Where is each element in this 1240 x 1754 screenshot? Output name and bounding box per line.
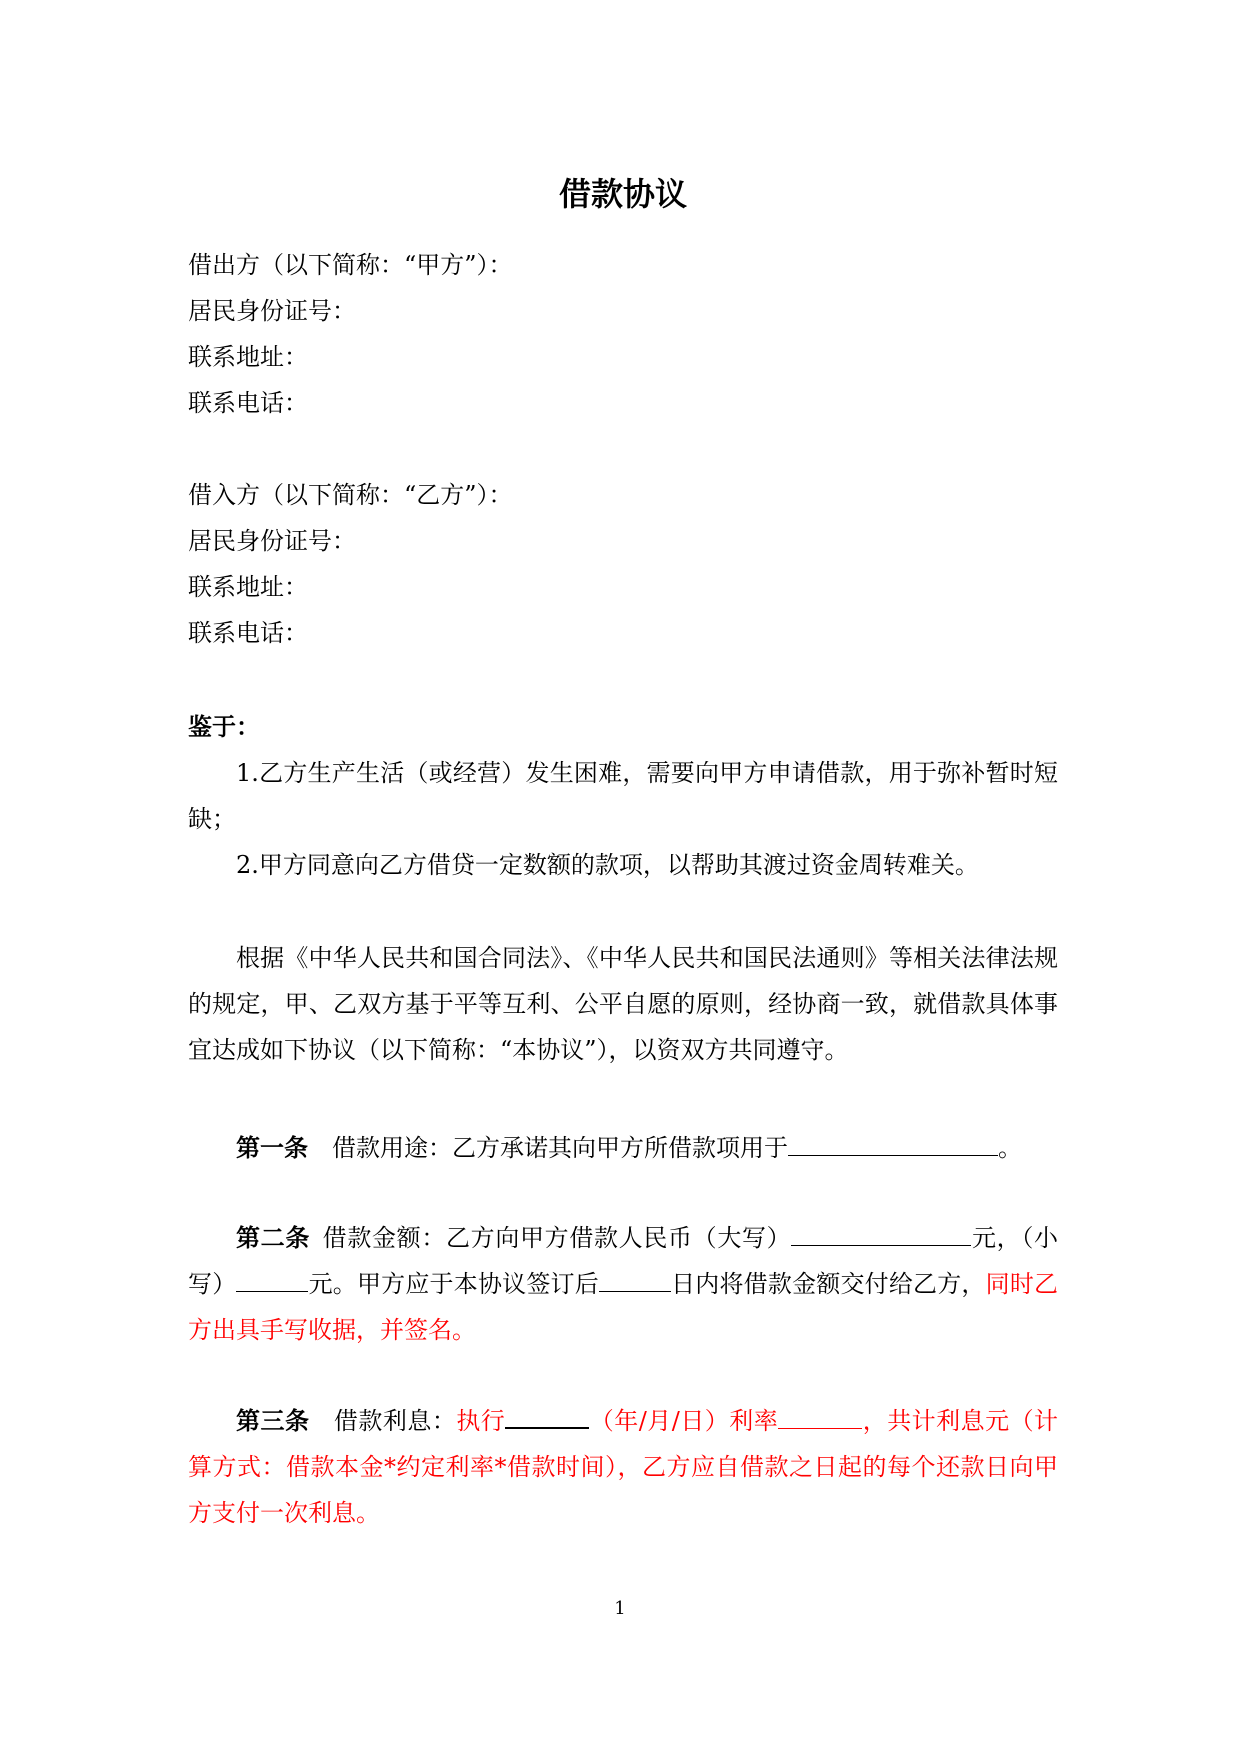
page-number: 1 xyxy=(614,1598,626,1619)
article-2-text-a: 借款金额：乙方向甲方借款人民币（大写） xyxy=(322,1224,792,1252)
article-3-text-b: 执行 xyxy=(456,1407,506,1435)
document-title: 借款协议 xyxy=(558,175,687,213)
article-2 xyxy=(188,1215,1058,1353)
article-3 xyxy=(188,1398,1058,1536)
borrower-phone-label: 联系电话： xyxy=(188,619,308,647)
lender-phone-label: 联系电话： xyxy=(188,389,308,417)
article-3-text-c: （年/月/日）利率 xyxy=(589,1407,779,1435)
article-3-text-a: 借款利息： xyxy=(333,1407,457,1435)
article-1-label: 第一条 xyxy=(236,1134,308,1162)
article-3-label: 第三条 xyxy=(236,1407,310,1435)
preamble-paragraph: 根据《中华人民共和国合同法》、《中华人民共和国民法通则》等相关法律法规的规定，甲、乙双方基于平等互利、公平自愿的原则，经协商一致，就借款具体事宜达成如下协议（以下简称：“本协议”），以资双方共同遵守。 xyxy=(188,944,1058,1064)
article-1 xyxy=(188,1125,1058,1171)
article-2-label: 第二条 xyxy=(236,1224,310,1252)
article-2-amount-words-blank[interactable] xyxy=(791,1223,971,1246)
borrower-address-label: 联系地址： xyxy=(188,573,308,601)
lender-address-label: 联系地址： xyxy=(188,343,308,371)
article-3-rate-blank[interactable] xyxy=(778,1406,862,1429)
article-1-purpose-blank[interactable] xyxy=(788,1133,998,1156)
article-2-amount-figures-blank[interactable] xyxy=(236,1269,308,1292)
whereas-heading: 鉴于： xyxy=(188,713,260,741)
article-2-text-d: 日内将借款金额交付给乙方， xyxy=(670,1270,986,1298)
whereas-item-2: 2.甲方同意向乙方借贷一定数额的款项，以帮助其渡过资金周转难关。 xyxy=(236,851,979,879)
article-2-text-c: 元。甲方应于本协议签订后 xyxy=(308,1270,599,1298)
lender-id-label: 居民身份证号： xyxy=(188,297,356,325)
article-2-receipt-note: 同时乙方出具手写收据，并签名。 xyxy=(188,1270,1059,1344)
borrower-heading: 借入方（以下简称：“乙方”）： xyxy=(188,481,513,509)
article-2-days-blank[interactable] xyxy=(599,1269,671,1292)
whereas-item-1: 1.乙方生产生活（或经营）发生困难，需要向甲方申请借款，用于弥补暂时短缺； xyxy=(188,759,1058,833)
article-3-period-blank[interactable] xyxy=(505,1405,589,1429)
article-3-text-d: ，共计利息元（计算方式：借款本金*约定利率*借款时间），乙方应自借款之日起的每个还款日向甲方支付一次利息。 xyxy=(188,1407,1059,1527)
article-2-text-b: 元，（小写） xyxy=(188,1224,1059,1298)
article-1-end: 。 xyxy=(998,1134,1022,1162)
borrower-id-label: 居民身份证号： xyxy=(188,527,356,555)
lender-heading: 借出方（以下简称：“甲方”）： xyxy=(188,251,513,279)
article-1-text: 借款用途：乙方承诺其向甲方所借款项用于 xyxy=(332,1134,788,1162)
